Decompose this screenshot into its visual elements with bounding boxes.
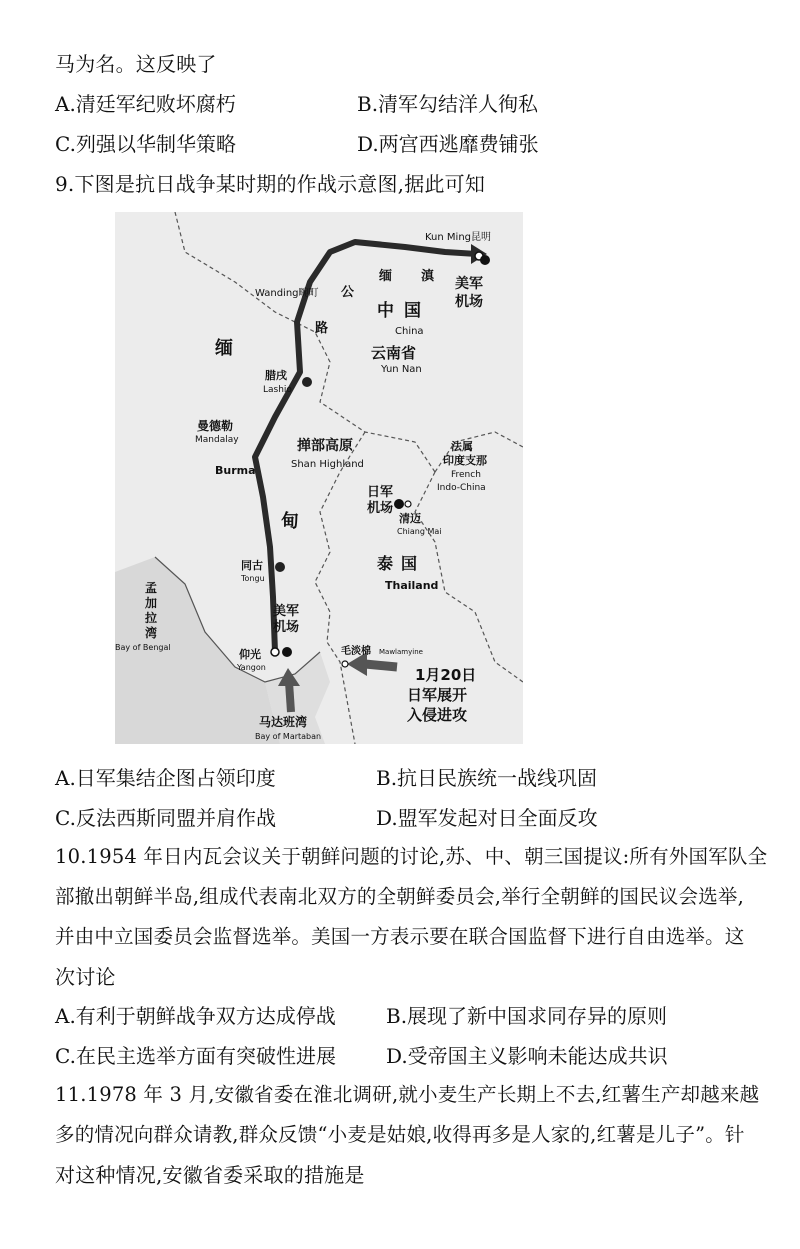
shan-en: Shan Highland	[291, 459, 364, 470]
burma-cn-2: 甸	[281, 511, 299, 532]
bengal-en: Bay of Bengal	[115, 643, 171, 652]
note-line-3: 入侵进攻	[407, 706, 468, 724]
allied-arrow	[289, 682, 291, 712]
q11-line-3: 对这种情况,安徽省委采取的措施是	[55, 1163, 365, 1187]
lashio-marker	[302, 377, 312, 387]
q9-option-a[interactable]: A.日军集结企图占领印度	[55, 766, 276, 790]
burma-cn-1: 缅	[215, 338, 233, 359]
q9-option-d[interactable]: D.盟军发起对日全面反攻	[376, 806, 598, 830]
bengal-cn-3: 拉	[145, 611, 158, 625]
road-label-1: 缅	[379, 269, 393, 284]
thailand-cn: 泰国	[377, 554, 426, 573]
q8-option-b[interactable]: B.清军勾结洋人徇私	[357, 92, 539, 116]
moulmein-marker	[342, 661, 348, 667]
lashio-cn: 腊戌	[265, 369, 287, 382]
martaban-en: Bay of Martaban	[255, 732, 322, 741]
indochina-en-1: French	[451, 470, 481, 480]
chiangmai-en: Chiang Mai	[397, 527, 442, 536]
moulmein-en: Mawlamyine	[379, 648, 423, 656]
chiangmai-cn: 清迈	[399, 512, 421, 525]
q8-option-c[interactable]: C.列强以华制华策略	[55, 132, 236, 156]
q11-line-2: 多的情况向群众请教,群众反馈“小麦是姑娘,收得再多是人家的,红薯是儿子”。针	[55, 1123, 745, 1146]
svg-text:1: 1	[284, 648, 290, 657]
japan-airfield-1: 日军	[367, 485, 394, 500]
road-label-3: 公	[341, 285, 355, 300]
kunming-label: Kun Ming昆明	[425, 232, 492, 243]
q11-line-1: 11.1978 年 3 月,安徽省委在淮北调研,就小麦生产长期上不去,红薯生产却越来越	[55, 1083, 760, 1106]
tongu-cn: 同古	[241, 559, 263, 572]
mandalay-cn: 曼德勒	[197, 419, 234, 433]
svg-text:1: 1	[482, 256, 488, 265]
q8-option-d[interactable]: D.两宫西逃靡费铺张	[357, 132, 539, 156]
bengal-cn-4: 湾	[145, 626, 158, 640]
bengal-cn-2: 加	[145, 596, 158, 610]
us-airfield-s-2: 机场	[273, 620, 300, 635]
lashio-en: Lashio	[263, 385, 292, 395]
china-cn: 中国	[377, 301, 431, 321]
us-airfield-ne-1: 美军	[455, 276, 483, 292]
yangon-en: Yangon	[237, 663, 266, 672]
q9-option-b[interactable]: B.抗日民族统一战线巩固	[376, 766, 598, 790]
road-label-4: 路	[315, 321, 329, 336]
intro-line: 马为名。这反映了	[55, 52, 217, 76]
martaban-cn: 马达班湾	[259, 715, 308, 729]
q10-line-2: 部撤出朝鲜半岛,组成代表南北双方的全朝鲜委员会,举行全朝鲜的国民议会选举,	[55, 885, 744, 908]
china-en: China	[395, 326, 424, 337]
q8-option-a[interactable]: A.清廷军纪败坏腐朽	[55, 92, 236, 116]
battle-map	[115, 212, 523, 744]
indochina-en-2: Indo-China	[437, 483, 486, 493]
q10-line-1: 10.1954 年日内瓦会议关于朝鲜问题的讨论,苏、中、朝三国提议:所有外国军队全	[55, 845, 768, 868]
japan-airfield-2: 机场	[367, 501, 394, 516]
svg-text:1: 1	[396, 500, 402, 509]
indochina-1: 法属	[451, 440, 473, 453]
q10-option-a[interactable]: A.有利于朝鲜战争双方达成停战	[55, 1004, 336, 1028]
wanding-label: Wanding畹町	[255, 288, 319, 299]
q9-stem: 9.下图是抗日战争某时期的作战示意图,据此可知	[55, 172, 486, 196]
yunnan-cn: 云南省	[371, 344, 417, 362]
q10-option-d[interactable]: D.受帝国主义影响未能达成共识	[386, 1044, 668, 1068]
q9-option-c[interactable]: C.反法西斯同盟并肩作战	[55, 806, 276, 830]
yangon-cn: 仰光	[239, 648, 261, 661]
japanese-attack-arrow	[365, 664, 397, 667]
us-airfield-ne-2: 机场	[455, 294, 483, 310]
us-airfield-s-1: 美军	[273, 604, 300, 619]
chiangmai-marker	[405, 501, 411, 507]
yangon-marker	[271, 648, 279, 656]
note-line-2: 日军展开	[407, 686, 468, 704]
indochina-2: 印度支那	[443, 454, 487, 467]
tongu-marker	[275, 562, 285, 572]
bengal-cn-1: 孟	[145, 581, 158, 595]
q10-line-4: 次讨论	[55, 965, 116, 989]
thailand-en: Thailand	[385, 579, 439, 592]
mandalay-en: Mandalay	[195, 435, 239, 445]
q10-option-c[interactable]: C.在民主选举方面有突破性进展	[55, 1044, 336, 1068]
yunnan-en: Yun Nan	[381, 364, 422, 375]
shan-cn: 掸部高原	[297, 438, 353, 454]
burma-en: Burma	[215, 464, 256, 477]
road-label-2: 滇	[421, 269, 435, 284]
q10-line-3: 并由中立国委员会监督选举。美国一方表示要在联合国监督下进行自由选举。这	[55, 925, 745, 948]
tongu-en: Tongu	[241, 574, 265, 583]
note-line-1: 1月20日	[415, 666, 477, 684]
moulmein-cn: 毛淡棉	[341, 646, 371, 657]
q10-option-b[interactable]: B.展现了新中国求同存异的原则	[386, 1004, 668, 1028]
